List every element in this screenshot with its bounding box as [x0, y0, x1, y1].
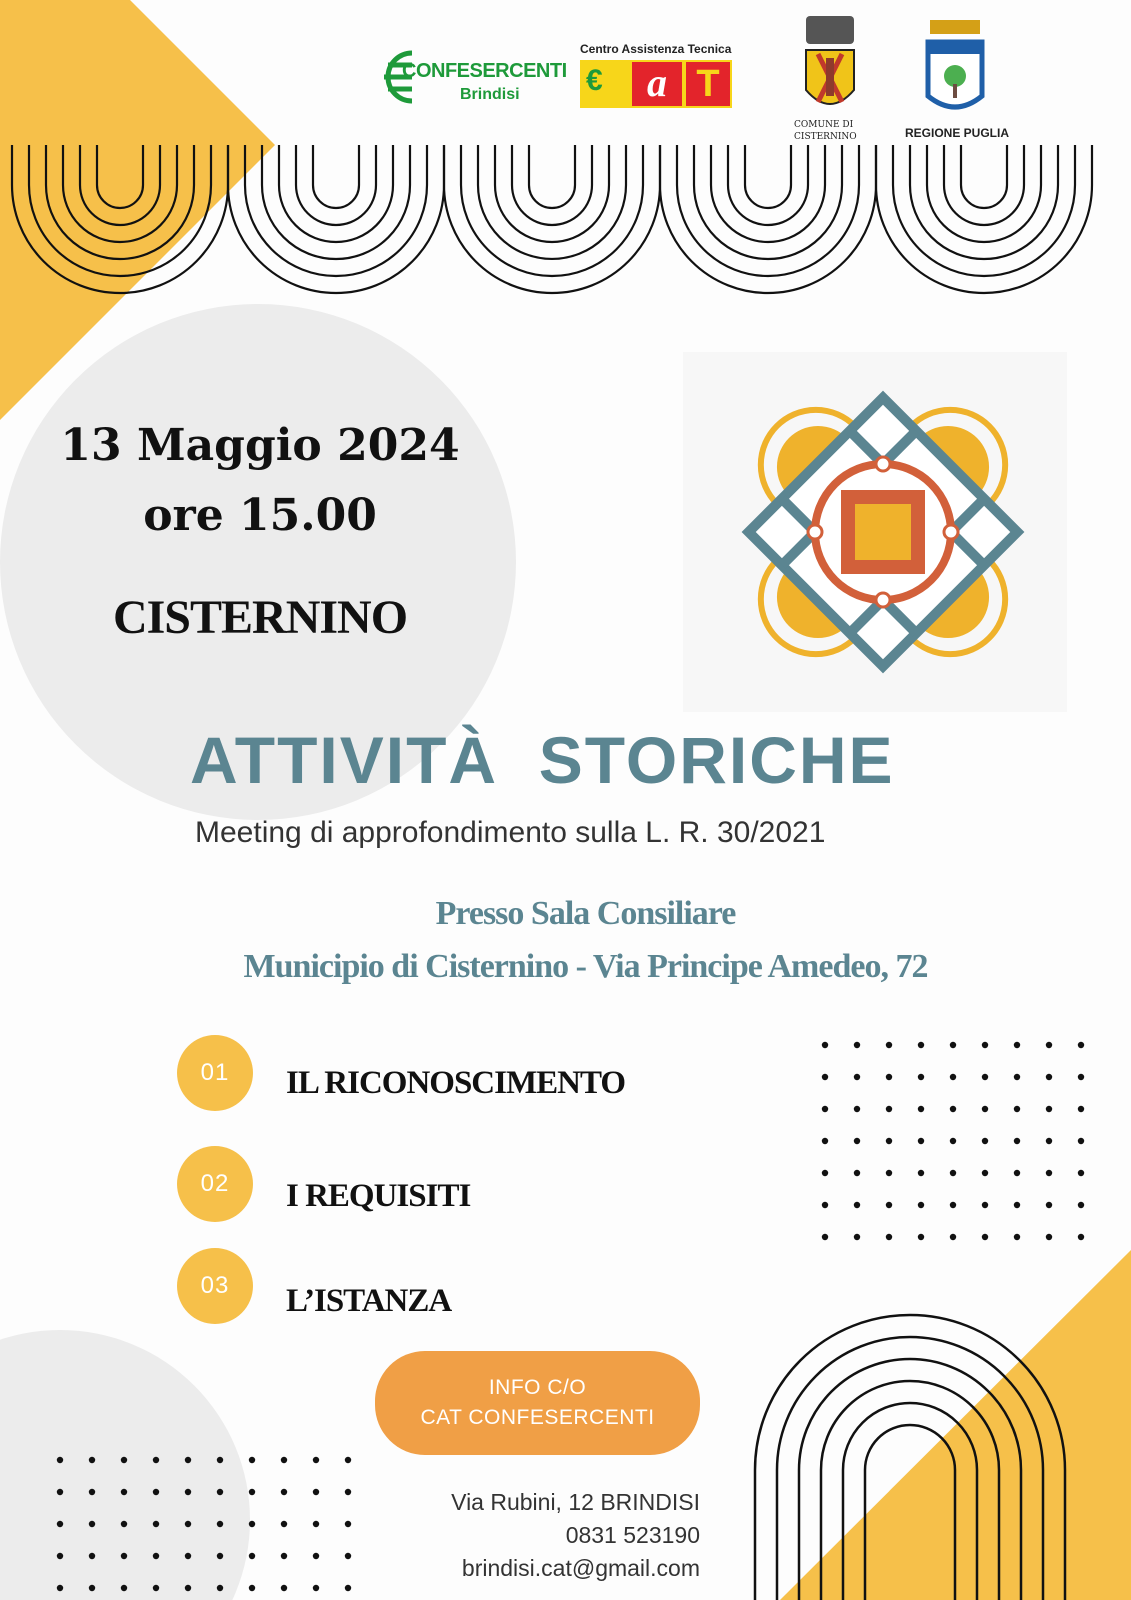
agenda-item-3: L’ISTANZA [286, 1283, 452, 1319]
cat-logo [580, 42, 735, 112]
confesercenti-logo [372, 42, 567, 112]
decor-dot [854, 1234, 860, 1240]
decor-dot [1078, 1106, 1084, 1112]
decor-dot [57, 1489, 63, 1495]
decor-dot [854, 1106, 860, 1112]
cisternino-coat-of-arms-icon [780, 10, 880, 120]
decor-dot [121, 1553, 127, 1559]
decor-dot [854, 1074, 860, 1080]
decor-dot [313, 1489, 319, 1495]
venue-line2: Municipio di Cisternino - Via Principe Amedeo, 72 [243, 948, 928, 985]
event-city: CISTERNINO [112, 591, 408, 644]
cat-c-letter: € [586, 64, 603, 97]
decor-dot [57, 1457, 63, 1463]
decor-dot [886, 1106, 892, 1112]
comune-line2: CISTERNINO [794, 132, 857, 142]
decor-dot [57, 1521, 63, 1527]
decor-dot [918, 1202, 924, 1208]
decor-dot [854, 1170, 860, 1176]
decor-dot [1078, 1234, 1084, 1240]
decor-dot [313, 1553, 319, 1559]
agenda-number-3: 03 [177, 1248, 253, 1324]
decor-dot [345, 1585, 351, 1591]
decor-dot [313, 1521, 319, 1527]
arch-group [660, 145, 876, 293]
event-date: 13 Maggio 2024 [60, 420, 460, 471]
info-button-line1: INFO C/O [488, 1376, 587, 1399]
decor-dot [249, 1585, 255, 1591]
decor-dot [982, 1202, 988, 1208]
decor-dot [950, 1074, 956, 1080]
decor-dot [918, 1042, 924, 1048]
decor-dot [822, 1138, 828, 1144]
decor-dot [185, 1457, 191, 1463]
decor-dot [89, 1585, 95, 1591]
confesercenti-name: CONFESERCENTI [402, 60, 567, 82]
decor-dot [217, 1585, 223, 1591]
venue-line1: Presso Sala Consiliare [435, 895, 736, 932]
decor-dot [121, 1521, 127, 1527]
decor-dot [185, 1521, 191, 1527]
cat-top-text: Centro Assistenza Tecnica [580, 42, 732, 56]
comune-line1: COMUNE DI [794, 120, 854, 130]
attivita-storiche-emblem [683, 352, 1067, 712]
decor-dot [345, 1553, 351, 1559]
decor-dot [854, 1138, 860, 1144]
decor-dot [281, 1553, 287, 1559]
decor-dot [886, 1042, 892, 1048]
decor-dot [89, 1521, 95, 1527]
decor-dot [1014, 1106, 1020, 1112]
decor-dot [345, 1521, 351, 1527]
decor-dot [1014, 1138, 1020, 1144]
decor-dot [1014, 1170, 1020, 1176]
decor-dot [918, 1106, 924, 1112]
decor-dot [121, 1585, 127, 1591]
contact-email[interactable]: brindisi.cat@gmail.com [461, 1555, 700, 1581]
decor-dot [281, 1457, 287, 1463]
dot-grid-left [55, 1455, 385, 1600]
decor-dot [822, 1074, 828, 1080]
decor-dot [982, 1170, 988, 1176]
decor-dot [281, 1585, 287, 1591]
arch-group [444, 145, 660, 293]
decor-dot [1046, 1234, 1052, 1240]
decor-dot [1078, 1138, 1084, 1144]
event-title: ATTIVITÀ STORICHE [190, 723, 895, 797]
decor-dot [153, 1585, 159, 1591]
decor-dot [1046, 1202, 1052, 1208]
decor-dot [249, 1457, 255, 1463]
decor-dot [185, 1489, 191, 1495]
decor-dot [249, 1521, 255, 1527]
decor-dot [57, 1553, 63, 1559]
decor-dot [1046, 1170, 1052, 1176]
decor-dot [886, 1234, 892, 1240]
event-time: ore 15.00 [143, 490, 377, 541]
decor-dot [249, 1553, 255, 1559]
decor-dot [1046, 1106, 1052, 1112]
info-button-line2: CAT CONFESERCENTI [420, 1406, 655, 1429]
dot-grid-right [820, 1040, 1090, 1250]
contact-phone[interactable]: 0831 523190 [565, 1522, 700, 1548]
decor-dot [313, 1457, 319, 1463]
decor-dot [57, 1585, 63, 1591]
decor-dot [121, 1489, 127, 1495]
arch-group [876, 145, 1092, 293]
decor-dot [1046, 1074, 1052, 1080]
cat-a-letter: a [632, 62, 682, 106]
decor-dot [950, 1106, 956, 1112]
decor-dot [1014, 1202, 1020, 1208]
decor-dot [345, 1489, 351, 1495]
agenda-number-2: 02 [177, 1146, 253, 1222]
agenda-item-1: IL RICONOSCIMENTO [286, 1065, 626, 1101]
regione-puglia-logo [900, 14, 1020, 144]
decor-dot [153, 1553, 159, 1559]
confesercenti-sub: Brindisi [460, 86, 520, 103]
decor-dot [822, 1042, 828, 1048]
decor-dot [281, 1521, 287, 1527]
decor-dot [950, 1202, 956, 1208]
decor-dot [918, 1170, 924, 1176]
decor-dot [982, 1234, 988, 1240]
decor-dot [886, 1170, 892, 1176]
decor-dot [950, 1170, 956, 1176]
decor-dot [121, 1457, 127, 1463]
comune-cisternino-logo [780, 10, 880, 145]
event-subtitle: Meeting di approfondimento sulla L. R. 30/2021 [195, 816, 826, 849]
arches-pattern-top [0, 145, 1131, 315]
decor-dot [217, 1457, 223, 1463]
decor-dot [950, 1138, 956, 1144]
decor-dot [886, 1138, 892, 1144]
decor-dot [982, 1074, 988, 1080]
decor-dot [249, 1489, 255, 1495]
arch-group [228, 145, 444, 293]
decor-dot [854, 1202, 860, 1208]
decor-dot [1078, 1202, 1084, 1208]
decor-dot [822, 1202, 828, 1208]
agenda-number-1: 01 [177, 1035, 253, 1111]
decor-dot [1014, 1074, 1020, 1080]
decor-dot [950, 1234, 956, 1240]
decor-dot [982, 1042, 988, 1048]
decor-dot [1046, 1138, 1052, 1144]
decor-dot [153, 1521, 159, 1527]
decor-dot [89, 1489, 95, 1495]
decor-dot [1046, 1042, 1052, 1048]
decor-dot [217, 1489, 223, 1495]
regione-label: REGIONE PUGLIA [905, 126, 1010, 140]
decor-dot [1014, 1042, 1020, 1048]
decor-dot [185, 1585, 191, 1591]
decor-dot [217, 1553, 223, 1559]
info-button[interactable] [375, 1351, 700, 1455]
decor-dot [886, 1074, 892, 1080]
decor-dot [982, 1138, 988, 1144]
decor-dot [822, 1106, 828, 1112]
decor-dot [982, 1106, 988, 1112]
decor-dot [153, 1457, 159, 1463]
decor-dot [822, 1234, 828, 1240]
decor-dot [217, 1521, 223, 1527]
decor-dot [1078, 1074, 1084, 1080]
decor-dot [1078, 1042, 1084, 1048]
decor-dot [918, 1074, 924, 1080]
decor-dot [345, 1457, 351, 1463]
agenda-item-2: I REQUISITI [286, 1178, 471, 1214]
contact-address: Via Rubini, 12 BRINDISI [451, 1489, 700, 1515]
decor-dot [281, 1489, 287, 1495]
decor-dot [1078, 1170, 1084, 1176]
decor-dot [950, 1042, 956, 1048]
decor-dot [1014, 1234, 1020, 1240]
decor-dot [918, 1234, 924, 1240]
decor-dot [822, 1170, 828, 1176]
decor-dot [89, 1457, 95, 1463]
cat-t-letter: T [686, 62, 730, 106]
decor-dot [886, 1202, 892, 1208]
cat-box [580, 60, 732, 108]
decor-dot [918, 1138, 924, 1144]
decor-dot [185, 1553, 191, 1559]
regione-puglia-emblem-icon [900, 14, 1020, 119]
decor-dot [89, 1553, 95, 1559]
arch-group [12, 145, 228, 293]
decor-dot [153, 1489, 159, 1495]
decor-dot [313, 1585, 319, 1591]
decor-dot [854, 1042, 860, 1048]
